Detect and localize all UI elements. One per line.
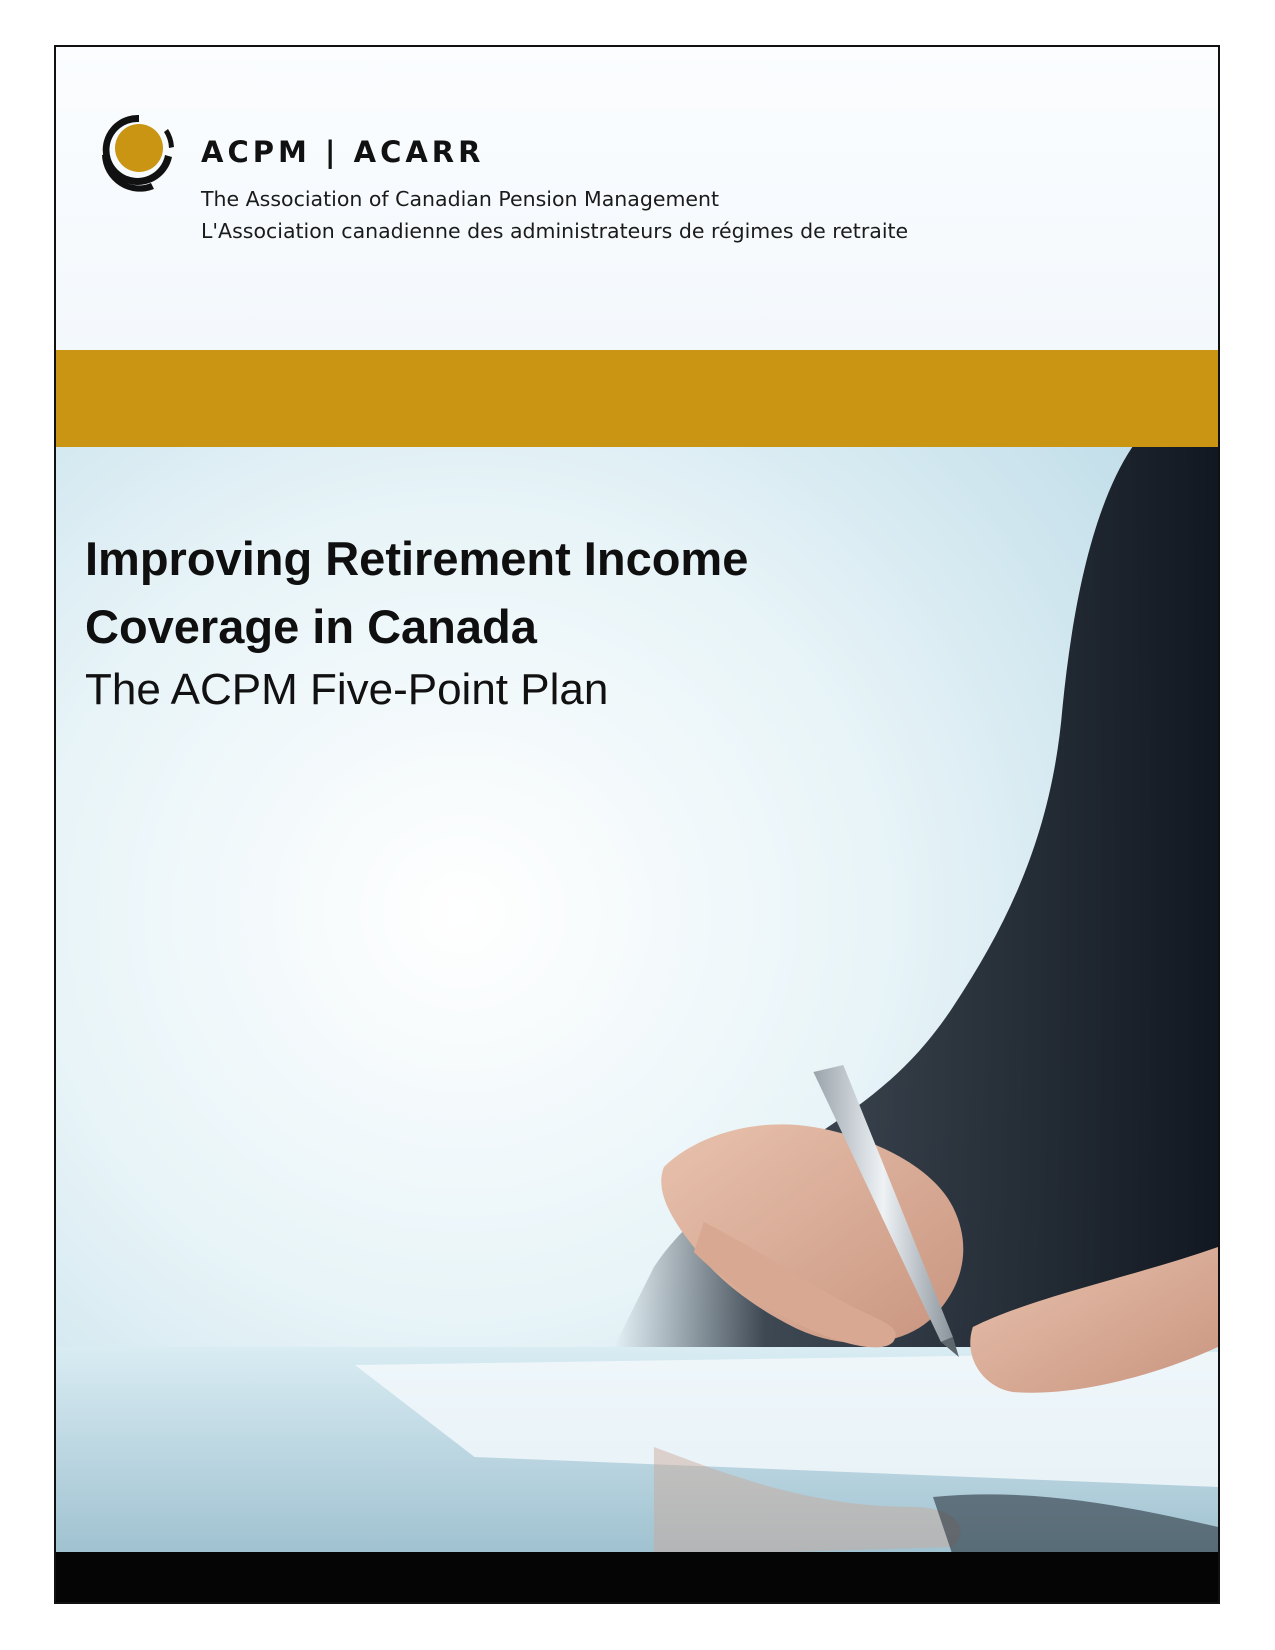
association-name-english: The Association of Canadian Pension Management [201,187,720,211]
cover-page [54,45,1220,1604]
brand-name: ACPM | ACARR [201,135,485,169]
black-footer-band [56,1552,1218,1602]
association-name-french: L'Association canadienne des administrateurs de régimes de retraite [201,219,909,243]
title-line-2: Coverage in Canada [85,600,537,653]
gold-accent-band [56,350,1218,447]
acpm-ring-logo-icon [94,107,180,193]
document-subtitle: The ACPM Five-Point Plan [85,665,609,714]
document-title [85,525,748,661]
title-line-1: Improving Retirement Income [85,532,749,585]
header [56,47,1218,351]
